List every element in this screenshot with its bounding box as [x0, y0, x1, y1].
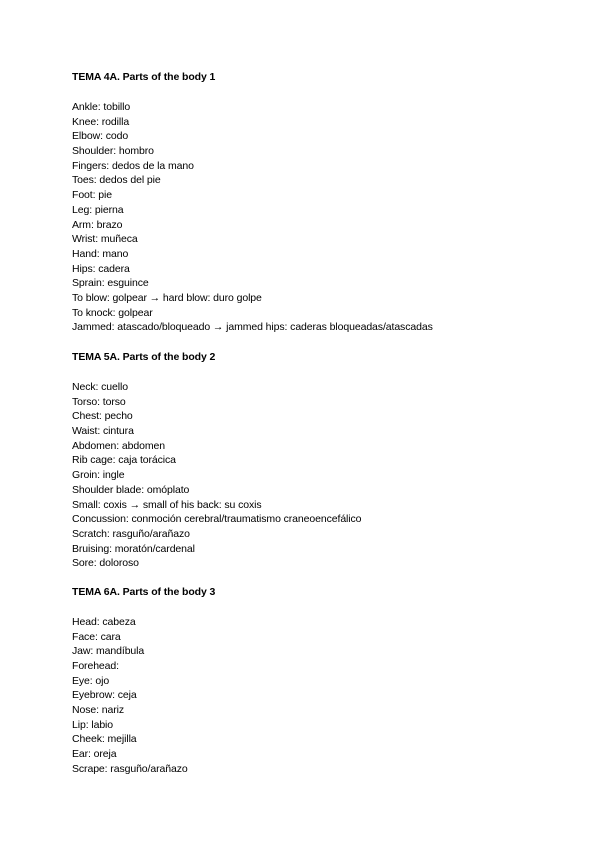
- vocabulary-entry: Abdomen: abdomen: [72, 439, 165, 452]
- vocabulary-entry: Shoulder: hombro: [72, 145, 154, 158]
- vocabulary-entry: Ear: oreja: [72, 748, 117, 761]
- section-heading: TEMA 5A. Parts of the body 2: [72, 351, 216, 363]
- vocabulary-entry: Scratch: rasguño/arañazo: [72, 527, 190, 540]
- vocabulary-entry: Toes: dedos del pie: [72, 174, 161, 187]
- vocabulary-entry: Hips: cadera: [72, 262, 130, 275]
- vocabulary-entry: Cheek: mejilla: [72, 733, 137, 746]
- vocabulary-list: [72, 100, 572, 335]
- section-heading: TEMA 4A. Parts of the body 1: [72, 71, 216, 83]
- vocabulary-entry: Scrape: rasguño/arañazo: [72, 762, 188, 775]
- vocabulary-entry: Jaw: mandíbula: [72, 645, 145, 658]
- vocabulary-entry: Face: cara: [72, 630, 121, 643]
- vocabulary-entry: Leg: pierna: [72, 203, 124, 216]
- vocabulary-entry: Ankle: tobillo: [72, 101, 131, 113]
- vocabulary-entry: Fingers: dedos de la mano: [72, 159, 194, 172]
- vocabulary-entry: To knock: golpear: [72, 306, 153, 319]
- vocabulary-entry: Elbow: codo: [72, 130, 129, 143]
- section-tema-4a: [72, 70, 572, 335]
- section-tema-6a: [72, 585, 572, 777]
- section-tema-5a: [72, 350, 572, 571]
- vocabulary-entry: Eyebrow: ceja: [72, 689, 137, 702]
- vocabulary-entry: Foot: pie: [72, 189, 112, 202]
- vocabulary-entry: Neck: cuello: [72, 381, 128, 393]
- vocabulary-entry: Sore: doloroso: [72, 557, 139, 570]
- vocabulary-entry: Waist: cintura: [72, 425, 134, 438]
- section-heading: TEMA 6A. Parts of the body 3: [72, 585, 216, 598]
- vocabulary-entry: Chest: pecho: [72, 410, 133, 423]
- vocabulary-entry: Concussion: conmoción cerebral/traumatismo craneoencefálico: [72, 513, 362, 526]
- vocabulary-entry: Shoulder blade: omóplato: [72, 483, 190, 496]
- vocabulary-entry: Nose: nariz: [72, 704, 125, 717]
- vocabulary-entry: Knee: rodilla: [72, 115, 130, 128]
- vocabulary-entry: Rib cage: caja torácica: [72, 454, 176, 467]
- vocabulary-entry: Lip: labio: [72, 718, 114, 731]
- vocabulary-list: [72, 615, 572, 777]
- vocabulary-entry: Arm: brazo: [72, 218, 123, 231]
- vocabulary-entry: Forehead:: [72, 660, 119, 672]
- vocabulary-entry: To blow: golpear → hard blow: duro golpe: [72, 291, 262, 304]
- vocabulary-list: [72, 380, 572, 571]
- vocabulary-entry: Small: coxis → small of his back: su coxis: [72, 498, 262, 511]
- vocabulary-entry: Hand: mano: [72, 247, 129, 260]
- document-page: [72, 70, 572, 777]
- vocabulary-entry: Sprain: esguince: [72, 277, 149, 290]
- vocabulary-entry: Groin: ingle: [72, 469, 125, 482]
- vocabulary-entry: Head: cabeza: [72, 615, 136, 628]
- vocabulary-entry: Bruising: moratón/cardenal: [72, 542, 195, 555]
- vocabulary-entry: Torso: torso: [72, 395, 126, 408]
- vocabulary-entry: Eye: ojo: [72, 674, 110, 687]
- vocabulary-entry: Wrist: muñeca: [72, 233, 138, 246]
- vocabulary-entry: Jammed: atascado/bloqueado → jammed hips: caderas bloqueadas/atascadas: [72, 321, 433, 334]
